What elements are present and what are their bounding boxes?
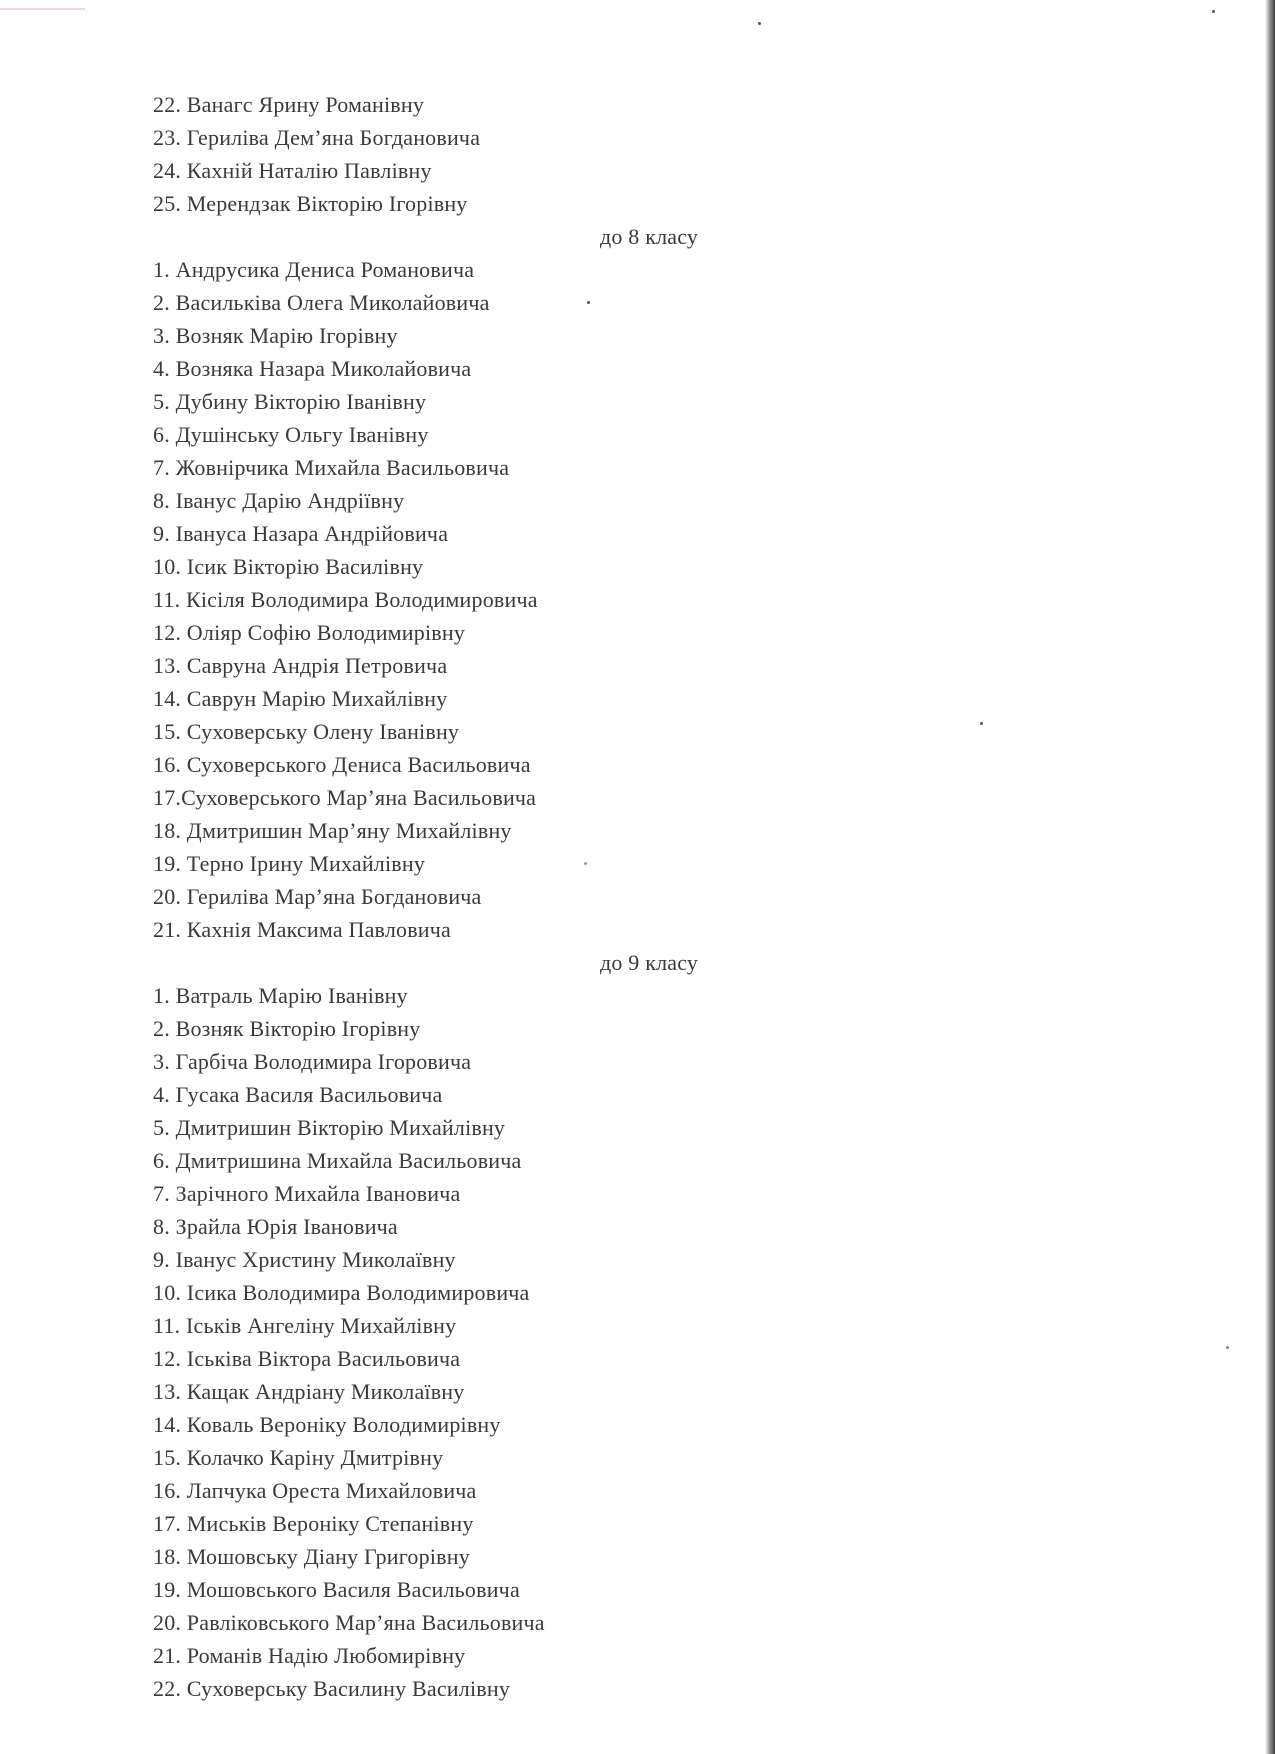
scan-speck (587, 301, 590, 304)
list-item: 20. Равліковського Мар’яна Васильовича (153, 1610, 545, 1635)
list-item: 12. Оліяр Софію Володимирівну (153, 620, 466, 645)
list-item: 16. Суховерського Дениса Васильовича (153, 752, 531, 777)
list-item: 2. Возняк Вікторію Ігорівну (153, 1016, 421, 1041)
scan-speck (584, 862, 587, 865)
list-item: 11. Іськів Ангеліну Михайлівну (153, 1313, 457, 1338)
list-item: 4. Гусака Василя Васильовича (153, 1082, 443, 1107)
list-item: 22. Ванагс Ярину Романівну (153, 92, 425, 117)
list-item: 5. Дубину Вікторію Іванівну (153, 389, 427, 414)
list-item: 18. Дмитришин Мар’яну Михайлівну (153, 818, 512, 843)
list-item: 10. Ісик Вікторію Василівну (153, 554, 424, 579)
list-item: 2. Васильківа Олега Миколайовича (153, 290, 490, 315)
scan-speck (758, 22, 761, 25)
list-item: 8. Іванус Дарію Андріївну (153, 488, 405, 513)
list-item: 6. Душінську Ольгу Іванівну (153, 422, 429, 447)
list-item: 7. Зарічного Михайла Івановича (153, 1181, 461, 1206)
scan-page-edge (1265, 0, 1275, 1754)
list-item: 8. Зрайла Юрія Івановича (153, 1214, 398, 1239)
list-item: 6. Дмитришина Михайла Васильовича (153, 1148, 522, 1173)
list-item: 20. Гериліва Мар’яна Богдановича (153, 884, 482, 909)
list-item: 17.Суховерського Мар’яна Васильовича (153, 785, 537, 810)
list-item: 9. Іванус Христину Миколаївну (153, 1247, 456, 1272)
list-item: 18. Мошовську Діану Григорівну (153, 1544, 470, 1569)
scan-speck (1226, 1346, 1229, 1349)
list-item: 13. Савруна Андрія Петровича (153, 653, 448, 678)
list-item: 1. Ватраль Марію Іванівну (153, 983, 408, 1008)
scan-speck (1212, 10, 1215, 13)
list-item: 24. Кахній Наталію Павлівну (153, 158, 432, 183)
scan-mark (0, 8, 85, 10)
list-item: 22. Суховерську Василину Василівну (153, 1676, 511, 1701)
list-item: 9. Івануса Назара Андрійовича (153, 521, 449, 546)
list-item: 23. Гериліва Дем’яна Богдановича (153, 125, 481, 150)
list-item: 12. Іськіва Віктора Васильовича (153, 1346, 461, 1371)
student-list-continued (153, 88, 480, 220)
list-item: 11. Кісіля Володимира Володимировича (153, 587, 538, 612)
list-item: 25. Мерендзак Вікторію Ігорівну (153, 191, 468, 216)
list-item: 16. Лапчука Ореста Михайловича (153, 1478, 477, 1503)
list-item: 15. Суховерську Олену Іванівну (153, 719, 460, 744)
list-item: 15. Колачко Каріну Дмитрівну (153, 1445, 444, 1470)
section-heading-grade-8: до 8 класу (600, 224, 699, 249)
student-list-grade-9 (153, 979, 545, 1705)
section-heading-grade-9: до 9 класу (600, 950, 699, 975)
list-item: 1. Андрусика Дениса Романовича (153, 257, 475, 282)
list-item: 21. Романів Надію Любомирівну (153, 1643, 466, 1668)
list-item: 7. Жовнірчика Михайла Васильовича (153, 455, 510, 480)
list-item: 14. Саврун Марію Михайлівну (153, 686, 448, 711)
list-item: 19. Мошовського Василя Васильовича (153, 1577, 520, 1602)
list-item: 21. Кахнія Максима Павловича (153, 917, 452, 942)
student-list-grade-8 (153, 253, 538, 946)
list-item: 14. Коваль Вероніку Володимирівну (153, 1412, 501, 1437)
list-item: 10. Ісика Володимира Володимировича (153, 1280, 530, 1305)
list-item: 13. Кащак Андріану Миколаївну (153, 1379, 465, 1404)
list-item: 4. Возняка Назара Миколайовича (153, 356, 472, 381)
list-item: 17. Миськів Вероніку Степанівну (153, 1511, 474, 1536)
scan-speck (980, 722, 983, 725)
list-item: 5. Дмитришин Вікторію Михайлівну (153, 1115, 506, 1140)
list-item: 19. Терно Ірину Михайлівну (153, 851, 426, 876)
list-item: 3. Возняк Марію Ігорівну (153, 323, 398, 348)
list-item: 3. Гарбіча Володимира Ігоровича (153, 1049, 472, 1074)
